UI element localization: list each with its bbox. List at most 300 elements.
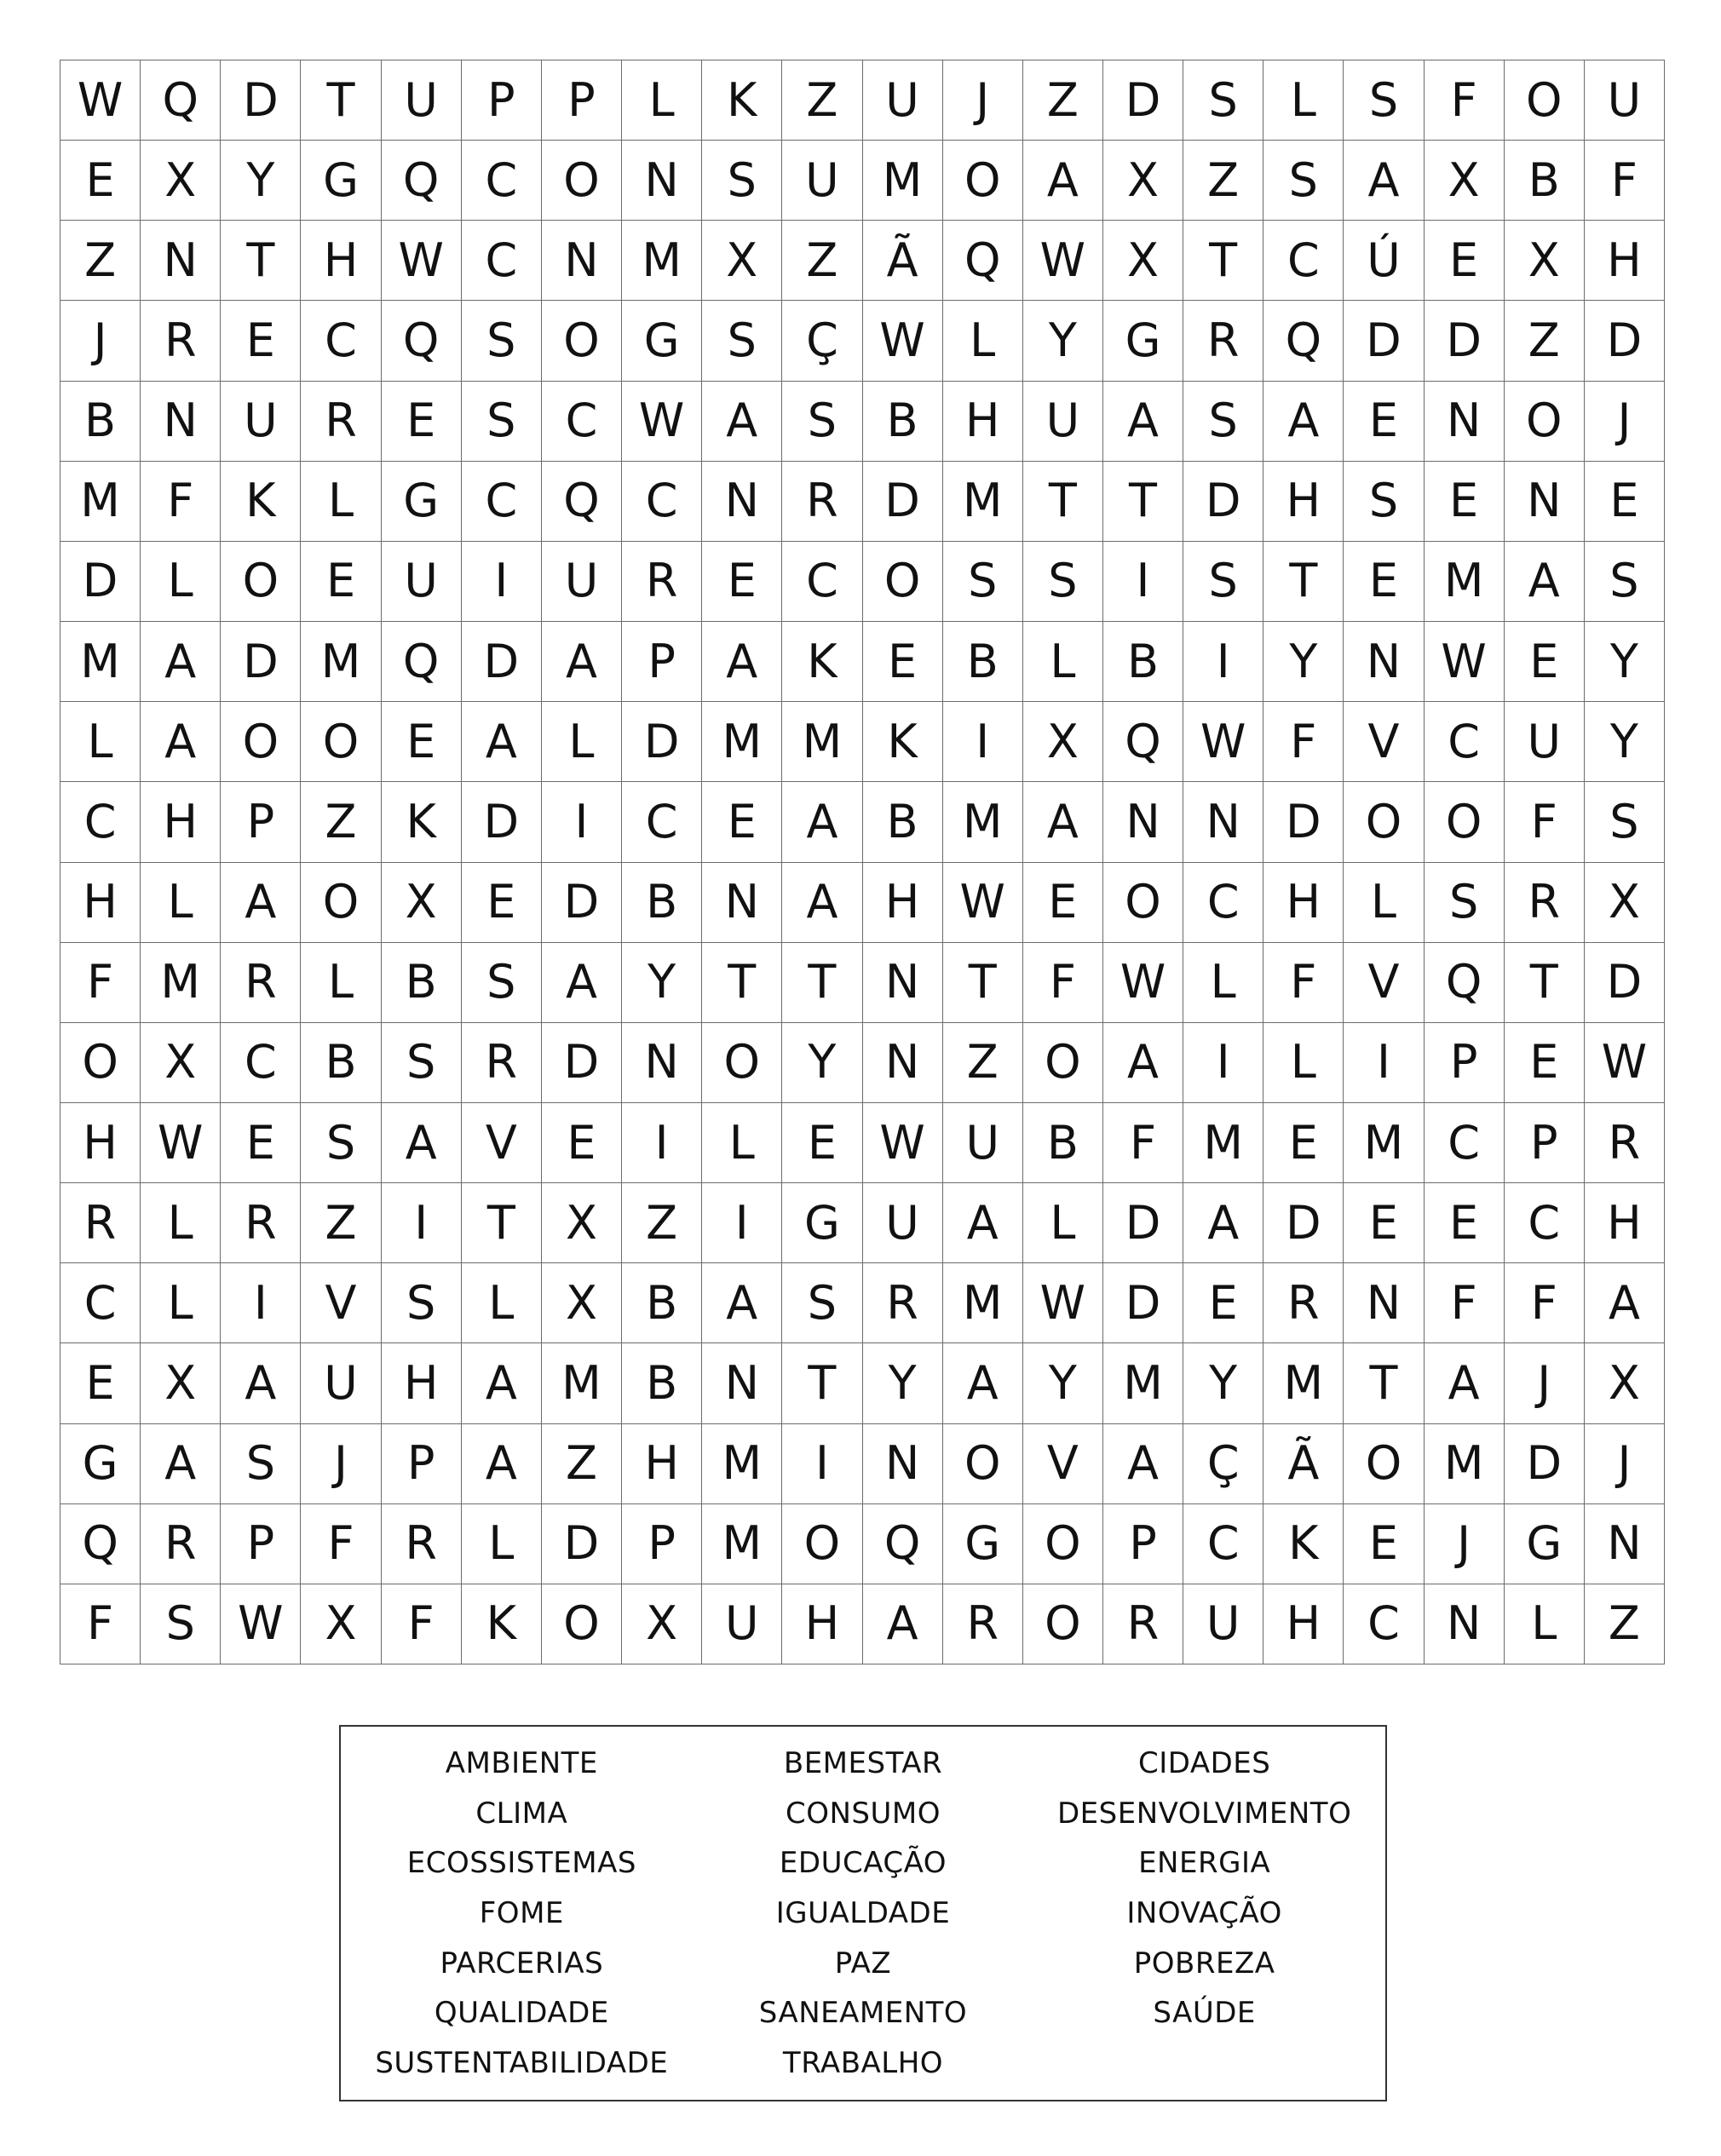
grid-cell[interactable]: F	[141, 462, 221, 542]
grid-cell[interactable]: W	[1425, 622, 1505, 702]
grid-cell[interactable]: S	[1183, 542, 1263, 622]
grid-cell[interactable]: L	[1023, 622, 1103, 702]
grid-cell[interactable]: Z	[1585, 1584, 1665, 1664]
grid-cell[interactable]: E	[60, 141, 141, 221]
grid-cell[interactable]: S	[1263, 141, 1344, 221]
grid-cell[interactable]: N	[1425, 1584, 1505, 1664]
grid-cell[interactable]: Z	[301, 1183, 381, 1263]
grid-cell[interactable]: A	[221, 1343, 301, 1423]
grid-cell[interactable]: D	[1585, 943, 1665, 1023]
grid-cell[interactable]: S	[1023, 542, 1103, 622]
grid-cell[interactable]: Q	[382, 141, 462, 221]
grid-cell[interactable]: A	[702, 1263, 782, 1343]
grid-cell[interactable]: N	[1505, 462, 1585, 542]
grid-cell[interactable]: J	[1505, 1343, 1585, 1423]
grid-cell[interactable]: C	[1183, 863, 1263, 943]
grid-cell[interactable]: M	[702, 702, 782, 782]
grid-cell[interactable]: O	[1023, 1023, 1103, 1103]
grid-cell[interactable]: G	[622, 301, 702, 381]
grid-cell[interactable]: A	[943, 1183, 1023, 1263]
grid-cell[interactable]: P	[1103, 1504, 1183, 1584]
grid-cell[interactable]: Q	[542, 462, 622, 542]
grid-cell[interactable]: U	[382, 542, 462, 622]
grid-cell[interactable]: E	[221, 301, 301, 381]
grid-cell[interactable]: D	[542, 1023, 622, 1103]
grid-cell[interactable]: F	[1505, 1263, 1585, 1343]
grid-cell[interactable]: Q	[141, 60, 221, 141]
grid-cell[interactable]: I	[943, 702, 1023, 782]
grid-cell[interactable]: O	[1505, 382, 1585, 462]
grid-cell[interactable]: C	[221, 1023, 301, 1103]
grid-cell[interactable]: V	[301, 1263, 381, 1343]
grid-cell[interactable]: F	[1103, 1103, 1183, 1183]
grid-cell[interactable]: S	[702, 141, 782, 221]
grid-cell[interactable]: R	[141, 301, 221, 381]
grid-cell[interactable]: D	[1344, 301, 1424, 381]
grid-cell[interactable]: B	[1023, 1103, 1103, 1183]
grid-cell[interactable]: S	[221, 1424, 301, 1504]
grid-cell[interactable]: E	[1344, 382, 1424, 462]
grid-cell[interactable]: D	[1183, 462, 1263, 542]
grid-cell[interactable]: N	[622, 1023, 702, 1103]
grid-cell[interactable]: L	[301, 462, 381, 542]
grid-cell[interactable]: D	[462, 782, 542, 862]
grid-cell[interactable]: V	[1023, 1424, 1103, 1504]
grid-cell[interactable]: L	[301, 943, 381, 1023]
grid-cell[interactable]: N	[1344, 622, 1424, 702]
grid-cell[interactable]: E	[1344, 1183, 1424, 1263]
grid-cell[interactable]: D	[1505, 1424, 1585, 1504]
grid-cell[interactable]: G	[782, 1183, 862, 1263]
grid-cell[interactable]: H	[1585, 1183, 1665, 1263]
grid-cell[interactable]: S	[1344, 60, 1424, 141]
grid-cell[interactable]: S	[141, 1584, 221, 1664]
grid-cell[interactable]: L	[702, 1103, 782, 1183]
grid-cell[interactable]: H	[141, 782, 221, 862]
grid-cell[interactable]: A	[863, 1584, 943, 1664]
grid-cell[interactable]: E	[301, 542, 381, 622]
grid-cell[interactable]: Y	[1263, 622, 1344, 702]
grid-cell[interactable]: T	[1023, 462, 1103, 542]
grid-cell[interactable]: O	[542, 1584, 622, 1664]
grid-cell[interactable]: N	[1183, 782, 1263, 862]
grid-cell[interactable]: R	[60, 1183, 141, 1263]
grid-cell[interactable]: E	[863, 622, 943, 702]
grid-cell[interactable]: S	[462, 301, 542, 381]
grid-cell[interactable]: L	[141, 863, 221, 943]
grid-cell[interactable]: C	[1505, 1183, 1585, 1263]
grid-cell[interactable]: X	[1505, 221, 1585, 301]
grid-cell[interactable]: E	[221, 1103, 301, 1183]
grid-cell[interactable]: U	[542, 542, 622, 622]
grid-cell[interactable]: A	[382, 1103, 462, 1183]
grid-cell[interactable]: A	[1103, 382, 1183, 462]
grid-cell[interactable]: U	[1183, 1584, 1263, 1664]
grid-cell[interactable]: L	[1263, 60, 1344, 141]
grid-cell[interactable]: C	[622, 462, 702, 542]
grid-cell[interactable]: F	[1505, 782, 1585, 862]
grid-cell[interactable]: T	[702, 943, 782, 1023]
grid-cell[interactable]: A	[1505, 542, 1585, 622]
grid-cell[interactable]: J	[943, 60, 1023, 141]
grid-cell[interactable]: X	[1585, 1343, 1665, 1423]
grid-cell[interactable]: H	[1263, 462, 1344, 542]
grid-cell[interactable]: M	[542, 1343, 622, 1423]
grid-cell[interactable]: W	[141, 1103, 221, 1183]
grid-cell[interactable]: K	[382, 782, 462, 862]
grid-cell[interactable]: A	[702, 622, 782, 702]
grid-cell[interactable]: D	[1263, 782, 1344, 862]
grid-cell[interactable]: E	[1505, 622, 1585, 702]
grid-cell[interactable]: M	[702, 1504, 782, 1584]
grid-cell[interactable]: X	[542, 1263, 622, 1343]
grid-cell[interactable]: Z	[782, 221, 862, 301]
grid-cell[interactable]: P	[622, 1504, 702, 1584]
grid-cell[interactable]: D	[1263, 1183, 1344, 1263]
grid-cell[interactable]: N	[1344, 1263, 1424, 1343]
grid-cell[interactable]: H	[60, 1103, 141, 1183]
grid-cell[interactable]: X	[1425, 141, 1505, 221]
grid-cell[interactable]: T	[221, 221, 301, 301]
grid-cell[interactable]: Y	[863, 1343, 943, 1423]
grid-cell[interactable]: Ã	[863, 221, 943, 301]
grid-cell[interactable]: O	[1505, 60, 1585, 141]
grid-cell[interactable]: M	[1425, 542, 1505, 622]
grid-cell[interactable]: U	[1585, 60, 1665, 141]
grid-cell[interactable]: M	[943, 462, 1023, 542]
grid-cell[interactable]: U	[1023, 382, 1103, 462]
grid-cell[interactable]: T	[782, 1343, 862, 1423]
grid-cell[interactable]: U	[863, 60, 943, 141]
grid-cell[interactable]: S	[943, 542, 1023, 622]
grid-cell[interactable]: B	[863, 782, 943, 862]
grid-cell[interactable]: A	[542, 622, 622, 702]
grid-cell[interactable]: G	[60, 1424, 141, 1504]
grid-cell[interactable]: R	[221, 943, 301, 1023]
grid-cell[interactable]: H	[1585, 221, 1665, 301]
grid-cell[interactable]: C	[1425, 1103, 1505, 1183]
grid-cell[interactable]: D	[542, 1504, 622, 1584]
grid-cell[interactable]: S	[1425, 863, 1505, 943]
grid-cell[interactable]: N	[622, 141, 702, 221]
grid-cell[interactable]: G	[1103, 301, 1183, 381]
grid-cell[interactable]: R	[382, 1504, 462, 1584]
grid-cell[interactable]: G	[382, 462, 462, 542]
grid-cell[interactable]: M	[141, 943, 221, 1023]
grid-cell[interactable]: E	[1263, 1103, 1344, 1183]
grid-cell[interactable]: A	[1585, 1263, 1665, 1343]
grid-cell[interactable]: X	[1103, 141, 1183, 221]
grid-cell[interactable]: Q	[1425, 943, 1505, 1023]
grid-cell[interactable]: S	[782, 382, 862, 462]
grid-cell[interactable]: F	[301, 1504, 381, 1584]
grid-cell[interactable]: M	[943, 1263, 1023, 1343]
grid-cell[interactable]: L	[1505, 1584, 1585, 1664]
grid-cell[interactable]: W	[1023, 1263, 1103, 1343]
grid-cell[interactable]: P	[462, 60, 542, 141]
grid-cell[interactable]: T	[782, 943, 862, 1023]
grid-cell[interactable]: X	[542, 1183, 622, 1263]
grid-cell[interactable]: Q	[863, 1504, 943, 1584]
grid-cell[interactable]: Ã	[1263, 1424, 1344, 1504]
grid-cell[interactable]: Z	[301, 782, 381, 862]
grid-cell[interactable]: R	[1505, 863, 1585, 943]
grid-cell[interactable]: O	[863, 542, 943, 622]
grid-cell[interactable]: S	[301, 1103, 381, 1183]
grid-cell[interactable]: M	[863, 141, 943, 221]
grid-cell[interactable]: P	[542, 60, 622, 141]
grid-cell[interactable]: C	[1344, 1584, 1424, 1664]
grid-cell[interactable]: M	[60, 462, 141, 542]
grid-cell[interactable]: N	[1425, 382, 1505, 462]
grid-cell[interactable]: L	[141, 542, 221, 622]
grid-cell[interactable]: P	[221, 782, 301, 862]
grid-cell[interactable]: Q	[1103, 702, 1183, 782]
grid-cell[interactable]: R	[462, 1023, 542, 1103]
grid-cell[interactable]: C	[60, 782, 141, 862]
grid-cell[interactable]: E	[1585, 462, 1665, 542]
grid-cell[interactable]: N	[863, 1424, 943, 1504]
grid-cell[interactable]: E	[782, 1103, 862, 1183]
grid-cell[interactable]: I	[221, 1263, 301, 1343]
grid-cell[interactable]: X	[141, 1023, 221, 1103]
grid-cell[interactable]: R	[301, 382, 381, 462]
grid-cell[interactable]: G	[301, 141, 381, 221]
grid-cell[interactable]: X	[141, 141, 221, 221]
grid-cell[interactable]: M	[1263, 1343, 1344, 1423]
grid-cell[interactable]: H	[1263, 863, 1344, 943]
grid-cell[interactable]: O	[301, 863, 381, 943]
grid-cell[interactable]: W	[60, 60, 141, 141]
grid-cell[interactable]: A	[1023, 141, 1103, 221]
grid-cell[interactable]: C	[542, 382, 622, 462]
grid-cell[interactable]: O	[782, 1504, 862, 1584]
grid-cell[interactable]: B	[60, 382, 141, 462]
grid-cell[interactable]: V	[1344, 943, 1424, 1023]
grid-cell[interactable]: T	[462, 1183, 542, 1263]
grid-cell[interactable]: T	[1505, 943, 1585, 1023]
grid-cell[interactable]: E	[382, 702, 462, 782]
grid-cell[interactable]: Z	[60, 221, 141, 301]
grid-cell[interactable]: H	[943, 382, 1023, 462]
grid-cell[interactable]: M	[702, 1424, 782, 1504]
grid-cell[interactable]: T	[1103, 462, 1183, 542]
grid-cell[interactable]: K	[462, 1584, 542, 1664]
grid-cell[interactable]: N	[141, 221, 221, 301]
grid-cell[interactable]: A	[221, 863, 301, 943]
grid-cell[interactable]: A	[1183, 1183, 1263, 1263]
grid-cell[interactable]: R	[1585, 1103, 1665, 1183]
grid-cell[interactable]: Z	[622, 1183, 702, 1263]
grid-cell[interactable]: S	[1344, 462, 1424, 542]
grid-cell[interactable]: Z	[542, 1424, 622, 1504]
grid-cell[interactable]: C	[462, 462, 542, 542]
grid-cell[interactable]: K	[782, 622, 862, 702]
grid-cell[interactable]: D	[622, 702, 702, 782]
grid-cell[interactable]: A	[1425, 1343, 1505, 1423]
grid-cell[interactable]: E	[60, 1343, 141, 1423]
grid-cell[interactable]: D	[221, 622, 301, 702]
grid-cell[interactable]: X	[702, 221, 782, 301]
grid-cell[interactable]: Q	[382, 622, 462, 702]
grid-cell[interactable]: N	[1103, 782, 1183, 862]
grid-cell[interactable]: E	[382, 382, 462, 462]
grid-cell[interactable]: R	[141, 1504, 221, 1584]
grid-cell[interactable]: C	[622, 782, 702, 862]
grid-cell[interactable]: L	[542, 702, 622, 782]
grid-cell[interactable]: Y	[1023, 301, 1103, 381]
grid-cell[interactable]: U	[1505, 702, 1585, 782]
grid-cell[interactable]: M	[1183, 1103, 1263, 1183]
grid-cell[interactable]: T	[943, 943, 1023, 1023]
grid-cell[interactable]: A	[1103, 1424, 1183, 1504]
grid-cell[interactable]: B	[301, 1023, 381, 1103]
grid-cell[interactable]: C	[462, 221, 542, 301]
grid-cell[interactable]: B	[943, 622, 1023, 702]
grid-cell[interactable]: E	[702, 542, 782, 622]
grid-cell[interactable]: E	[1425, 221, 1505, 301]
grid-cell[interactable]: S	[1585, 782, 1665, 862]
grid-cell[interactable]: Y	[1183, 1343, 1263, 1423]
grid-cell[interactable]: U	[221, 382, 301, 462]
grid-cell[interactable]: F	[1263, 702, 1344, 782]
grid-cell[interactable]: C	[301, 301, 381, 381]
grid-cell[interactable]: W	[863, 1103, 943, 1183]
grid-cell[interactable]: Q	[60, 1504, 141, 1584]
grid-cell[interactable]: F	[382, 1584, 462, 1664]
grid-cell[interactable]: L	[60, 702, 141, 782]
grid-cell[interactable]: U	[943, 1103, 1023, 1183]
grid-cell[interactable]: H	[60, 863, 141, 943]
grid-cell[interactable]: C	[782, 542, 862, 622]
grid-cell[interactable]: V	[462, 1103, 542, 1183]
grid-cell[interactable]: S	[702, 301, 782, 381]
grid-cell[interactable]: W	[1023, 221, 1103, 301]
grid-cell[interactable]: W	[1585, 1023, 1665, 1103]
grid-cell[interactable]: U	[782, 141, 862, 221]
grid-cell[interactable]: B	[863, 382, 943, 462]
grid-cell[interactable]: I	[1183, 1023, 1263, 1103]
grid-cell[interactable]: B	[622, 863, 702, 943]
grid-cell[interactable]: T	[1183, 221, 1263, 301]
grid-cell[interactable]: A	[1344, 141, 1424, 221]
grid-cell[interactable]: M	[943, 782, 1023, 862]
grid-cell[interactable]: W	[863, 301, 943, 381]
grid-cell[interactable]: T	[301, 60, 381, 141]
grid-cell[interactable]: Z	[1183, 141, 1263, 221]
grid-cell[interactable]: A	[1263, 382, 1344, 462]
grid-cell[interactable]: O	[1023, 1584, 1103, 1664]
grid-cell[interactable]: Ç	[782, 301, 862, 381]
grid-cell[interactable]: L	[1023, 1183, 1103, 1263]
grid-cell[interactable]: K	[702, 60, 782, 141]
grid-cell[interactable]: X	[382, 863, 462, 943]
grid-cell[interactable]: N	[863, 1023, 943, 1103]
grid-cell[interactable]: A	[782, 863, 862, 943]
grid-cell[interactable]: D	[1103, 60, 1183, 141]
grid-cell[interactable]: M	[622, 221, 702, 301]
grid-cell[interactable]: A	[1023, 782, 1103, 862]
grid-cell[interactable]: A	[943, 1343, 1023, 1423]
grid-cell[interactable]: L	[462, 1504, 542, 1584]
grid-cell[interactable]: Y	[622, 943, 702, 1023]
grid-cell[interactable]: Y	[221, 141, 301, 221]
grid-cell[interactable]: I	[1344, 1023, 1424, 1103]
grid-cell[interactable]: H	[301, 221, 381, 301]
grid-cell[interactable]: T	[1263, 542, 1344, 622]
grid-cell[interactable]: D	[221, 60, 301, 141]
grid-cell[interactable]: T	[1344, 1343, 1424, 1423]
grid-cell[interactable]: F	[1585, 141, 1665, 221]
grid-cell[interactable]: S	[1183, 60, 1263, 141]
grid-cell[interactable]: I	[622, 1103, 702, 1183]
grid-cell[interactable]: H	[622, 1424, 702, 1504]
grid-cell[interactable]: U	[301, 1343, 381, 1423]
grid-cell[interactable]: S	[1183, 382, 1263, 462]
grid-cell[interactable]: B	[1505, 141, 1585, 221]
grid-cell[interactable]: C	[462, 141, 542, 221]
grid-cell[interactable]: E	[1344, 1504, 1424, 1584]
grid-cell[interactable]: E	[542, 1103, 622, 1183]
grid-cell[interactable]: O	[702, 1023, 782, 1103]
grid-cell[interactable]: Y	[1023, 1343, 1103, 1423]
grid-cell[interactable]: O	[1103, 863, 1183, 943]
grid-cell[interactable]: R	[221, 1183, 301, 1263]
grid-cell[interactable]: X	[1023, 702, 1103, 782]
grid-cell[interactable]: O	[1023, 1504, 1103, 1584]
grid-cell[interactable]: V	[1344, 702, 1424, 782]
grid-cell[interactable]: Ú	[1344, 221, 1424, 301]
grid-cell[interactable]: E	[1425, 1183, 1505, 1263]
grid-cell[interactable]: S	[382, 1263, 462, 1343]
grid-cell[interactable]: W	[943, 863, 1023, 943]
grid-cell[interactable]: C	[1263, 221, 1344, 301]
grid-cell[interactable]: F	[1263, 943, 1344, 1023]
grid-cell[interactable]: L	[1344, 863, 1424, 943]
grid-cell[interactable]: X	[1103, 221, 1183, 301]
grid-cell[interactable]: X	[1585, 863, 1665, 943]
grid-cell[interactable]: C	[60, 1263, 141, 1343]
grid-cell[interactable]: S	[1585, 542, 1665, 622]
grid-cell[interactable]: R	[1103, 1584, 1183, 1664]
grid-cell[interactable]: Z	[1023, 60, 1103, 141]
grid-cell[interactable]: D	[1425, 301, 1505, 381]
grid-cell[interactable]: W	[1183, 702, 1263, 782]
grid-cell[interactable]: N	[702, 462, 782, 542]
grid-cell[interactable]: R	[1183, 301, 1263, 381]
grid-cell[interactable]: P	[1425, 1023, 1505, 1103]
grid-cell[interactable]: L	[943, 301, 1023, 381]
grid-cell[interactable]: M	[1425, 1424, 1505, 1504]
grid-cell[interactable]: O	[60, 1023, 141, 1103]
grid-cell[interactable]: Y	[782, 1023, 862, 1103]
grid-cell[interactable]: P	[221, 1504, 301, 1584]
grid-cell[interactable]: B	[622, 1263, 702, 1343]
grid-cell[interactable]: P	[382, 1424, 462, 1504]
grid-cell[interactable]: W	[1103, 943, 1183, 1023]
grid-cell[interactable]: W	[382, 221, 462, 301]
grid-cell[interactable]: L	[462, 1263, 542, 1343]
grid-cell[interactable]: D	[863, 462, 943, 542]
grid-cell[interactable]: Q	[1263, 301, 1344, 381]
grid-cell[interactable]: A	[702, 382, 782, 462]
grid-cell[interactable]: K	[1263, 1504, 1344, 1584]
grid-cell[interactable]: D	[60, 542, 141, 622]
grid-cell[interactable]: I	[382, 1183, 462, 1263]
grid-cell[interactable]: A	[141, 702, 221, 782]
grid-cell[interactable]: R	[622, 542, 702, 622]
grid-cell[interactable]: M	[60, 622, 141, 702]
